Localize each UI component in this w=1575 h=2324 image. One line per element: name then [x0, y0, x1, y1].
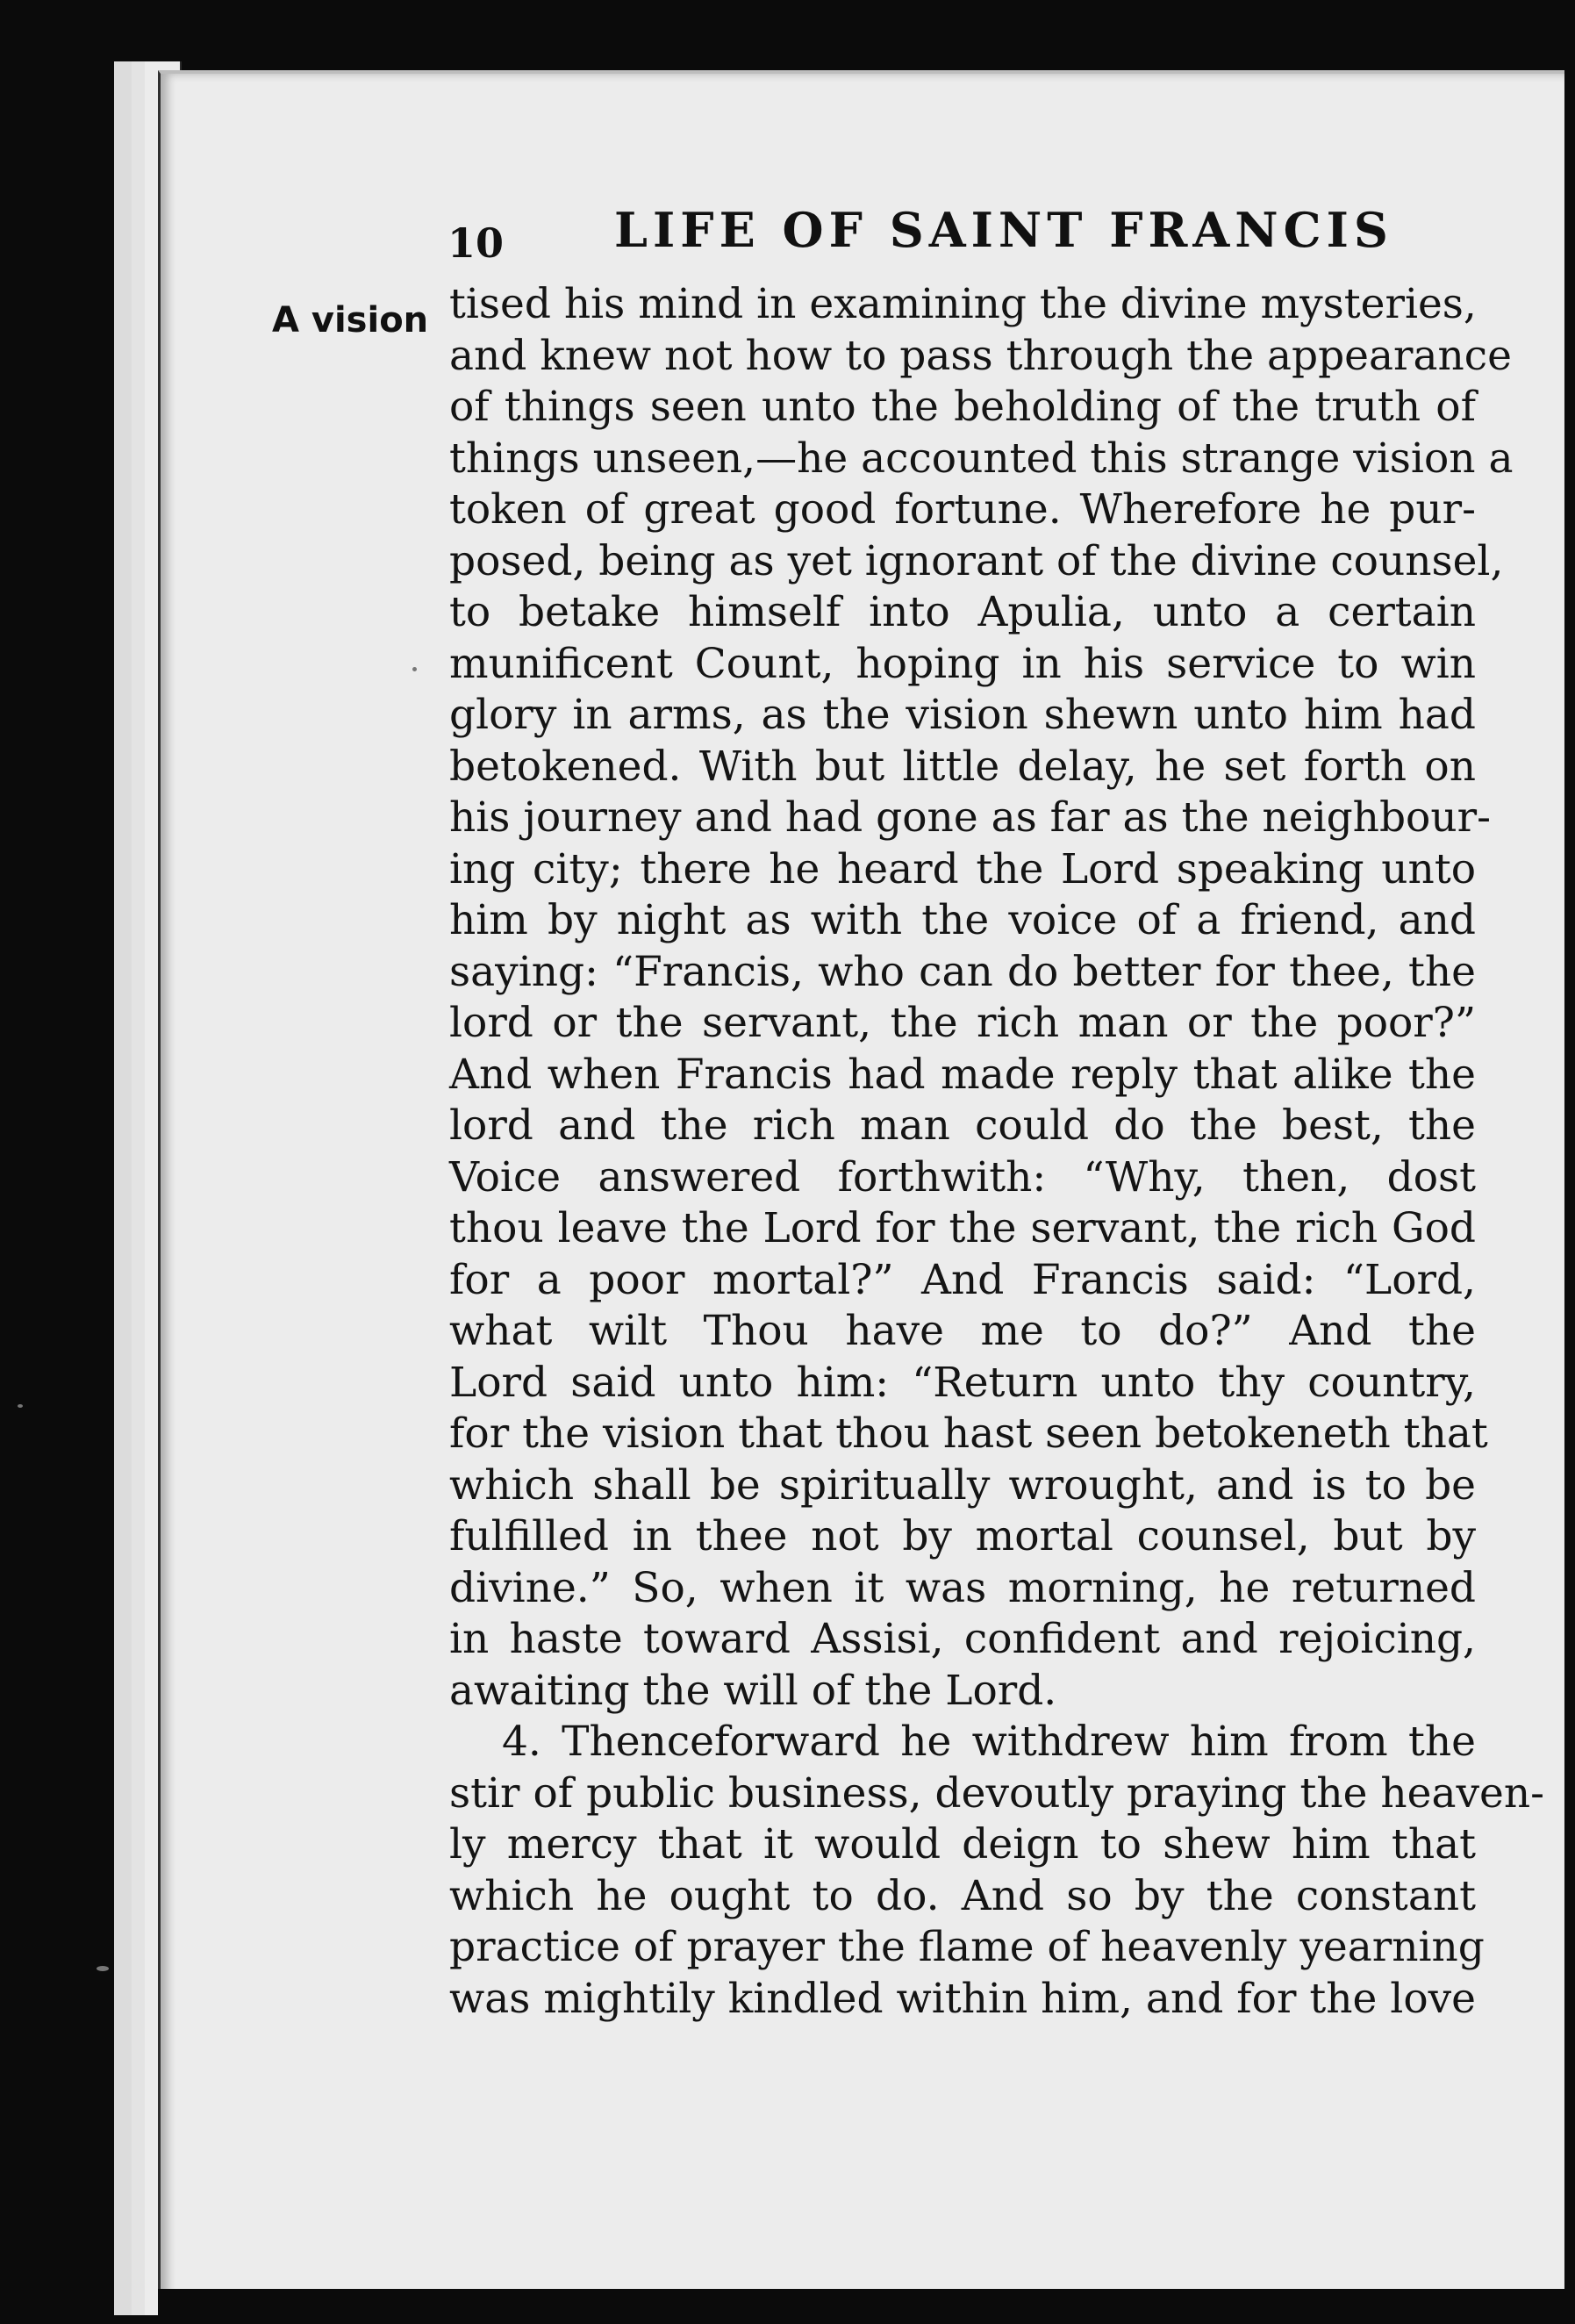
text-line: Voice answered forthwith: “Why, then, dost	[449, 1152, 1476, 1201]
scan-speck	[97, 1966, 109, 1971]
text-line: was mightily kindled within him, and for the love	[449, 1974, 1476, 2023]
text-line: lord or the servant, the rich man or the poor?”	[449, 999, 1476, 1047]
text-line: of things seen unto the beholding of the truth of	[449, 383, 1476, 431]
scan-bottom-edge	[158, 2289, 1575, 2324]
text-line: his journey and had gone as far as the neighbour-	[449, 793, 1491, 842]
text-line: fulfilled in thee not by mortal counsel, but by	[449, 1512, 1476, 1560]
text-line: awaiting the will of the Lord.	[449, 1666, 1057, 1715]
text-line: him by night as with the voice of a friend, and	[449, 896, 1476, 944]
text-line: posed, being as yet ignorant of the divine counsel,	[449, 536, 1504, 585]
text-line: glory in arms, as the vision shewn unto him had	[449, 691, 1476, 739]
body-text	[449, 279, 1544, 2025]
page-number: 10	[447, 219, 505, 267]
text-line: to betake himself into Apulia, unto a certain	[449, 588, 1476, 636]
text-line: and knew not how to pass through the appearance	[449, 331, 1512, 380]
text-line: which he ought to do. And so by the constant	[449, 1871, 1476, 1920]
text-line: divine.” So, when it was morning, he returned	[449, 1563, 1476, 1612]
text-line: stir of public business, devoutly praying the heaven-	[449, 1768, 1544, 1818]
text-line: lord and the rich man could do the best, the	[449, 1101, 1476, 1150]
text-line: Lord said unto him: “Return unto thy country,	[449, 1358, 1476, 1407]
text-line: for a poor mortal?” And Francis said: “Lord,	[449, 1255, 1476, 1304]
margin-note: A vision	[272, 300, 429, 341]
paragraph-start-line: 4. Thenceforward he withdrew him from the	[502, 1718, 1476, 1766]
scan-speck	[18, 1404, 23, 1408]
text-line: betokened. With but little delay, he set forth on	[449, 742, 1476, 791]
text-line: ly mercy that it would deign to shew him that	[449, 1820, 1476, 1869]
text-line: tised his mind in examining the divine mysteries,	[449, 280, 1477, 328]
text-line: And when Francis had made reply that alike the	[449, 1050, 1476, 1099]
text-line: token of great good fortune. Wherefore he pur-	[449, 485, 1476, 534]
text-line: practice of prayer the flame of heavenly yearning	[449, 1923, 1485, 1971]
text-line: ing city; there he heard the Lord speaking unto	[449, 844, 1476, 893]
text-line: what wilt Thou have me to do?” And the	[449, 1307, 1476, 1355]
text-line: things unseen,—he accounted this strange vision a	[449, 434, 1514, 483]
text-line: for the vision that thou hast seen betokeneth that	[449, 1409, 1488, 1458]
text-line: in haste toward Assisi, confident and rejoicing,	[449, 1615, 1476, 1663]
running-head: LIFE OF SAINT FRANCIS	[614, 202, 1393, 258]
text-line: saying: “Francis, who can do better for thee, the	[449, 947, 1476, 996]
text-line: munificent Count, hoping in his service to win	[449, 639, 1476, 688]
text-line: which shall be spiritually wrought, and is to be	[449, 1460, 1476, 1510]
text-line: thou leave the Lord for the servant, the rich God	[449, 1204, 1476, 1252]
scan-speck	[412, 667, 417, 671]
